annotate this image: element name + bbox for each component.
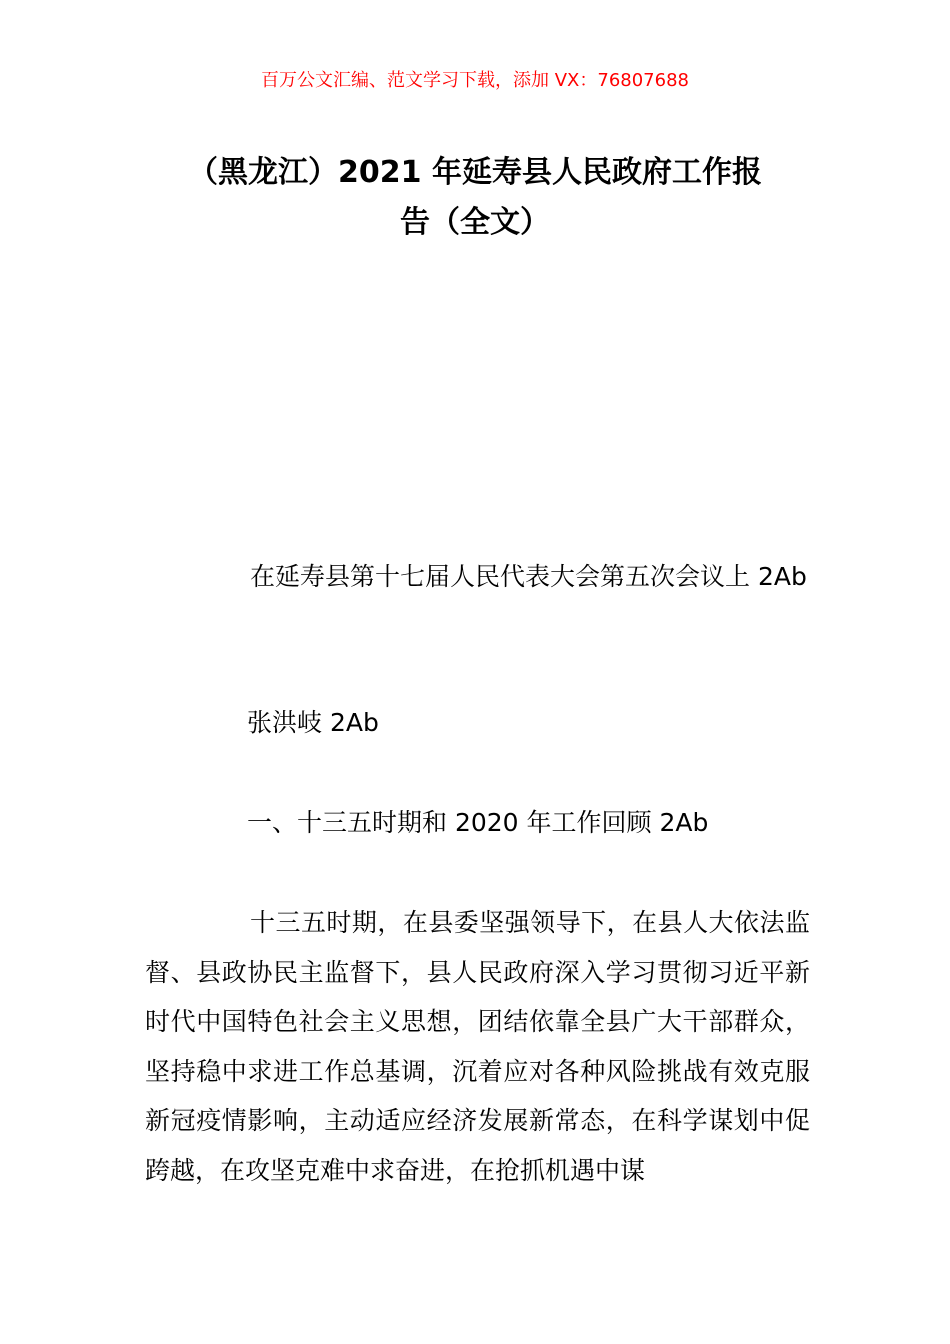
promo-banner: 百万公文汇编、范文学习下载，添加 VX：76807688 — [261, 70, 689, 91]
document-title-line-2: 告（全文） — [400, 205, 550, 240]
section-heading: 一、十三五时期和 2020 年工作回顾 2Ab — [247, 808, 709, 837]
document-title-line-1: （黑龙江）2021 年延寿县人民政府工作报 — [188, 155, 762, 190]
body-paragraph: 十三五时期，在县委坚强领导下，在县人大依法监督、县政协民主监督下，县人民政府深入学习贯彻习近平新时代中国特色社会主义思想，团结依靠全县广大干部群众，坚持稳中求进工作总基调，沉着应对各种风险挑战有效克服新冠疫情影响，主动适应经济发展新常态，在科学谋划中促跨越，在攻坚克难中求奋进，在抢抓机遇中谋 — [145, 908, 810, 1185]
meeting-venue-line: 在延寿县第十七届人民代表大会第五次会议上 2Ab — [250, 562, 807, 591]
document-title — [140, 148, 810, 248]
speaker-name: 张洪岐 2Ab — [247, 708, 379, 737]
